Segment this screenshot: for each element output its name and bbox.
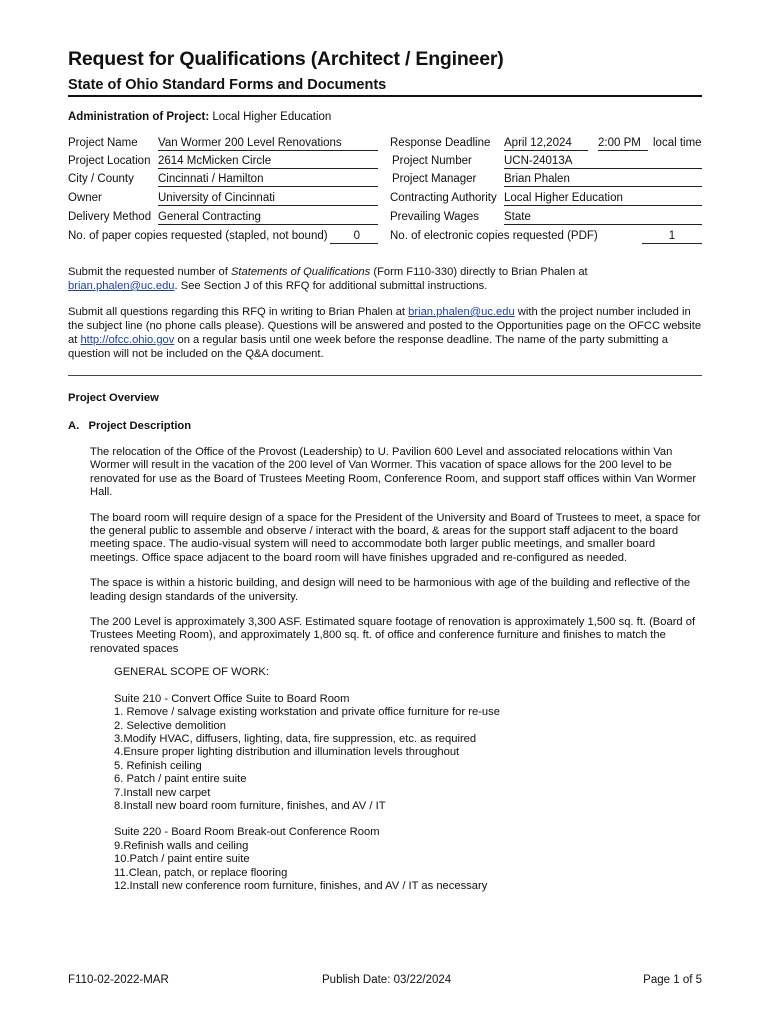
email-link[interactable]: brian.phalen@uc.edu — [68, 280, 175, 292]
response-time-value: 2:00 PM — [598, 137, 648, 151]
response-deadline-label: Response Deadline — [390, 137, 491, 149]
prevailing-wages-value: State — [504, 211, 702, 225]
owner-label: Owner — [68, 192, 102, 204]
administration-value: Local Higher Education — [212, 111, 332, 123]
project-manager-value: Brian Phalen — [504, 173, 702, 187]
form-id: F110-02-2022-MAR — [68, 974, 169, 986]
project-description-heading: A. Project Description — [68, 420, 192, 432]
city-county-value: Cincinnati / Hamilton — [158, 173, 378, 187]
ofcc-website-link[interactable]: http://ofcc.ohio.gov — [80, 334, 175, 346]
project-name-value: Van Wormer 200 Level Renovations — [158, 137, 378, 151]
email-link-questions[interactable]: brian.phalen@uc.edu — [408, 306, 515, 318]
scope-item: 4.Ensure proper lighting distribution and illumination levels throughout — [114, 746, 460, 759]
description-paragraph: The relocation of the Office of the Provost (Leadership) to U. Pavilion 600 Level and associated relocations within Van Wormer will result in the vacation of the 200 level of Van Wormer. This vacation of space allows for the 200 level to be renovated for use as the Board of Trustees Meeting Room, Conference Room, and support staff offices within Van Wormer Hall. — [90, 446, 697, 499]
city-county-label: City / County — [68, 173, 134, 185]
scope-heading: GENERAL SCOPE OF WORK: — [114, 666, 269, 679]
scope-item: 3.Modify HVAC, diffusers, lighting, data, fire suppression, etc. as required — [114, 732, 477, 745]
prevailing-wages-label: Prevailing Wages — [390, 211, 480, 223]
administration-line — [68, 111, 702, 123]
submittal-instructions: Submit the requested number of Statements of Qualifications (Form F110-330) directly to Brian Phalen at brian.phalen@uc.edu. See Section J of this RFQ for additional submittal instructions. — [68, 266, 588, 292]
description-paragraph: The 200 Level is approximately 3,300 ASF. Estimated square footage of renovation is approximately 1,500 sq. ft. (Board of Trustees Meeting Room), and approximately 1,800 sq. ft. of office and conference furniture and finishes to match the renovated spaces — [90, 616, 696, 655]
paper-copies-label: No. of paper copies requested (stapled, not bound) — [68, 230, 328, 242]
suite-210-title: Suite 210 - Convert Office Suite to Board Room — [114, 692, 350, 705]
project-location-label: Project Location — [68, 155, 151, 167]
project-name-label: Project Name — [68, 137, 138, 149]
scope-item: 2. Selective demolition — [114, 719, 226, 732]
publish-date: Publish Date: 03/22/2024 — [322, 974, 452, 986]
scope-of-work — [114, 666, 702, 893]
project-overview-heading: Project Overview — [68, 392, 159, 404]
project-location-value: 2614 McMicken Circle — [158, 155, 378, 169]
response-timezone: local time — [653, 137, 702, 149]
contracting-authority-value: Local Higher Education — [504, 192, 702, 206]
suite-220-title: Suite 220 - Board Room Break-out Conference Room — [114, 826, 380, 839]
scope-item: 12.Install new conference room furniture, finishes, and AV / IT as necessary — [114, 879, 488, 892]
document-subtitle: State of Ohio Standard Forms and Documents — [68, 77, 702, 97]
electronic-copies-label: No. of electronic copies requested (PDF) — [390, 230, 598, 242]
project-manager-label: Project Manager — [392, 173, 477, 185]
document-title: Request for Qualifications (Architect / Engineer) — [68, 48, 504, 70]
scope-item: 9.Refinish walls and ceiling — [114, 839, 249, 852]
page-number: Page 1 of 5 — [643, 974, 702, 986]
project-number-value: UCN-24013A — [504, 155, 702, 169]
scope-item: 6. Patch / paint entire suite — [114, 773, 247, 786]
section-divider — [68, 375, 702, 376]
delivery-method-value: General Contracting — [158, 211, 378, 225]
project-number-label: Project Number — [392, 155, 472, 167]
scope-item: 11.Clean, patch, or replace flooring — [114, 866, 288, 879]
contracting-authority-label: Contracting Authority — [390, 192, 497, 204]
owner-value: University of Cincinnati — [158, 192, 378, 206]
description-paragraph: The space is within a historic building, and design will need to be harmonious with age of the building and reflective of the leading design standards of the university. — [90, 577, 691, 603]
project-fields — [68, 137, 702, 249]
scope-item: 10.Patch / paint entire suite — [114, 853, 250, 866]
description-paragraph: The board room will require design of a space for the President of the University and Board of Trustees to meet, a space for the general public to assemble and observe / interact with the board, & areas for the support staff adjacent to the board meeting space. The audio-visual system will need to accommodate both larger public meetings, and smaller board meetings. Office space adjacent to the board room will have finishes upgraded and re-configured as needed. — [90, 511, 701, 564]
paper-copies-value: 0 — [330, 230, 378, 244]
rfq-page — [68, 44, 702, 893]
project-description — [90, 446, 702, 656]
delivery-method-label: Delivery Method — [68, 211, 152, 223]
scope-item: 8.Install new board room furniture, finishes, and AV / IT — [114, 799, 386, 812]
scope-item: 5. Refinish ceiling — [114, 759, 202, 772]
administration-label: Administration of Project: — [68, 111, 210, 123]
response-date-value: April 12,2024 — [504, 137, 588, 151]
scope-item: 7.Install new carpet — [114, 786, 211, 799]
scope-item: 1. Remove / salvage existing workstation and private office furniture for re-use — [114, 706, 500, 719]
electronic-copies-value: 1 — [642, 230, 702, 244]
questions-instructions: Submit all questions regarding this RFQ in writing to Brian Phalen at brian.phalen@uc.edu with the project number included in the subject line (no phone calls please). Questions will be answered and posted to the Opportunities page on the OFCC website at http://ofcc.ohio.gov on a regular basis until one week before the response deadline. The name of the party submitting a question will not be included on the Q&A document. — [68, 306, 702, 360]
